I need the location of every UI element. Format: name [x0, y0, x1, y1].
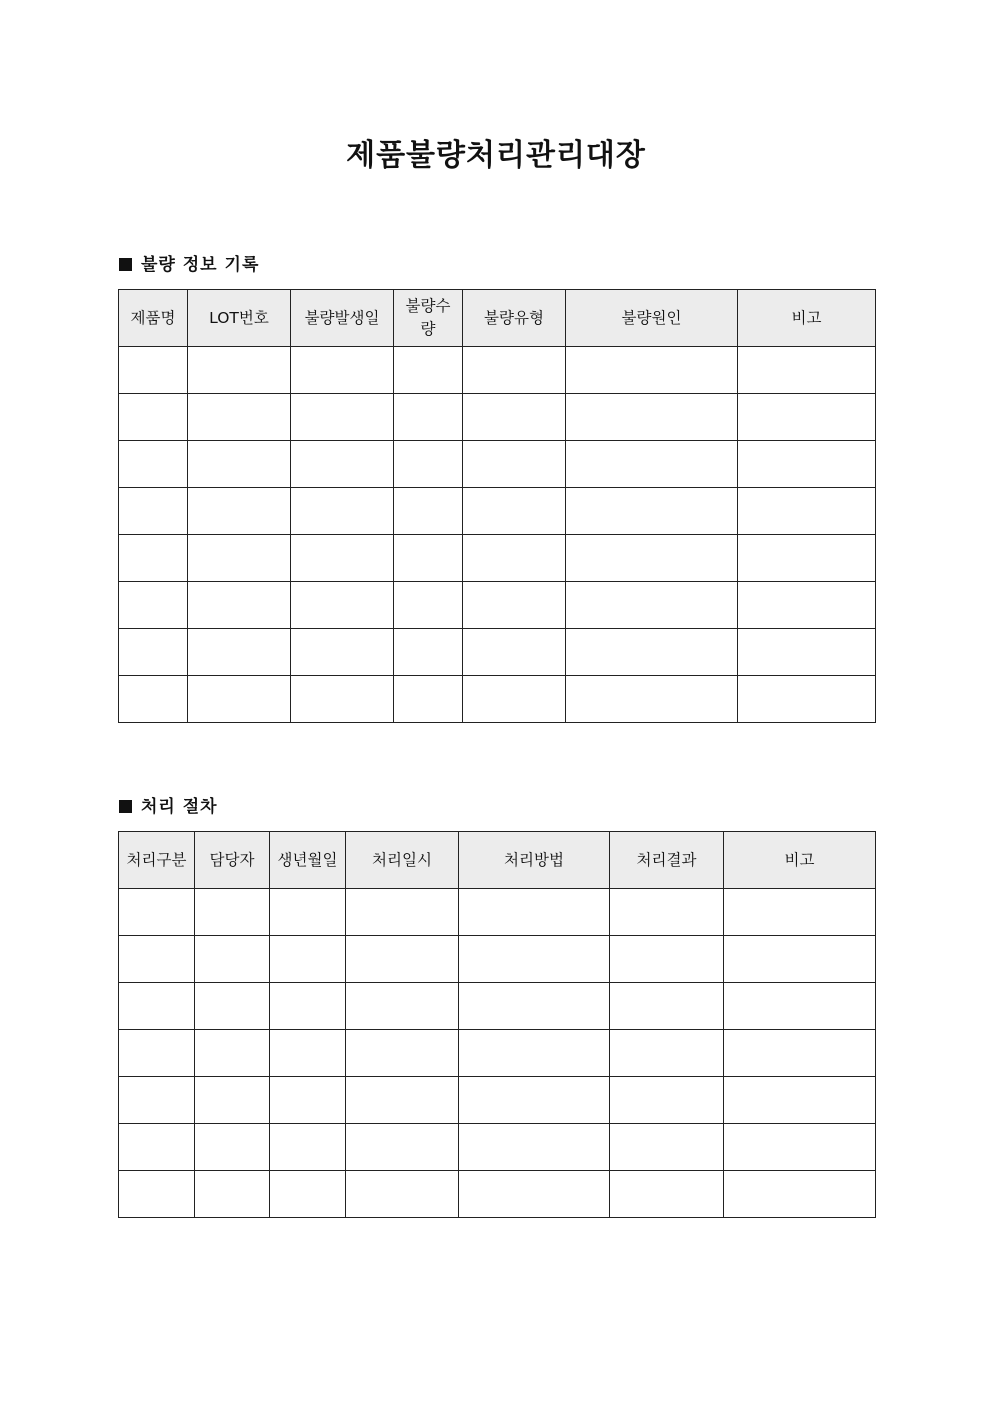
column-header-defect-cause: 불량원인: [566, 290, 738, 347]
table-row: [119, 1124, 876, 1171]
table-cell[interactable]: [119, 1171, 195, 1218]
table-cell[interactable]: [394, 394, 463, 441]
table-cell[interactable]: [291, 676, 394, 723]
table-cell[interactable]: [346, 1077, 459, 1124]
table-cell[interactable]: [291, 347, 394, 394]
table-cell[interactable]: [459, 983, 610, 1030]
process-procedure-table: [118, 831, 876, 1218]
process-section-heading-text: 처리 절차: [141, 797, 218, 817]
table-cell[interactable]: [394, 535, 463, 582]
column-header-defect-date: 불량발생일: [291, 290, 394, 347]
table-cell[interactable]: [610, 1124, 724, 1171]
table-cell[interactable]: [291, 582, 394, 629]
table-cell[interactable]: [119, 676, 188, 723]
table-row: [119, 889, 876, 936]
table-row: [119, 394, 876, 441]
table-cell[interactable]: [724, 1030, 876, 1077]
table-cell[interactable]: [566, 535, 738, 582]
table-cell[interactable]: [346, 1030, 459, 1077]
table-cell[interactable]: [346, 889, 459, 936]
table-cell[interactable]: [459, 1030, 610, 1077]
table-cell[interactable]: [346, 936, 459, 983]
table-cell[interactable]: [738, 488, 876, 535]
table-cell[interactable]: [119, 629, 188, 676]
table-cell[interactable]: [270, 936, 346, 983]
column-header-lot-number: LOT번호: [188, 290, 291, 347]
defect-table-body: [119, 347, 876, 723]
table-cell[interactable]: [724, 983, 876, 1030]
table-cell[interactable]: [724, 1171, 876, 1218]
table-cell[interactable]: [119, 488, 188, 535]
table-cell[interactable]: [459, 1077, 610, 1124]
table-cell[interactable]: [724, 1124, 876, 1171]
table-cell[interactable]: [738, 535, 876, 582]
column-header-birth-date: 생년월일: [270, 832, 346, 889]
table-cell[interactable]: [119, 1077, 195, 1124]
table-cell[interactable]: [119, 983, 195, 1030]
table-cell[interactable]: [291, 629, 394, 676]
table-cell[interactable]: [270, 983, 346, 1030]
table-row: [119, 676, 876, 723]
table-cell[interactable]: [738, 582, 876, 629]
table-row: [119, 441, 876, 488]
table-cell[interactable]: [119, 936, 195, 983]
table-cell[interactable]: [195, 889, 270, 936]
table-cell[interactable]: [188, 676, 291, 723]
table-cell[interactable]: [188, 582, 291, 629]
table-cell[interactable]: [738, 676, 876, 723]
process-section-heading: [119, 796, 218, 818]
table-cell[interactable]: [566, 582, 738, 629]
column-header-process-method: 처리방법: [459, 832, 610, 889]
table-cell[interactable]: [346, 1171, 459, 1218]
table-cell[interactable]: [724, 1077, 876, 1124]
table-cell[interactable]: [346, 1124, 459, 1171]
table-cell[interactable]: [195, 1171, 270, 1218]
table-cell[interactable]: [459, 889, 610, 936]
table-cell[interactable]: [195, 1030, 270, 1077]
table-cell[interactable]: [270, 1124, 346, 1171]
column-header-defect-type: 불량유형: [463, 290, 566, 347]
table-cell[interactable]: [463, 394, 566, 441]
column-header-process-result: 처리결과: [610, 832, 724, 889]
table-cell[interactable]: [270, 1030, 346, 1077]
table-cell[interactable]: [119, 582, 188, 629]
table-cell[interactable]: [394, 488, 463, 535]
table-cell[interactable]: [566, 676, 738, 723]
table-cell[interactable]: [459, 1124, 610, 1171]
column-header-remarks: 비고: [738, 290, 876, 347]
square-bullet-icon: [119, 258, 132, 271]
table-cell[interactable]: [188, 629, 291, 676]
defect-table-header-row: [119, 290, 876, 347]
table-cell[interactable]: [195, 1124, 270, 1171]
column-header-remarks: 비고: [724, 832, 876, 889]
table-cell[interactable]: [394, 582, 463, 629]
table-row: [119, 535, 876, 582]
table-cell[interactable]: [610, 983, 724, 1030]
table-cell[interactable]: [459, 1171, 610, 1218]
table-cell[interactable]: [291, 535, 394, 582]
table-cell[interactable]: [610, 1171, 724, 1218]
table-cell[interactable]: [738, 347, 876, 394]
square-bullet-icon: [119, 800, 132, 813]
table-row: [119, 347, 876, 394]
column-header-product-name: 제품명: [119, 290, 188, 347]
table-cell[interactable]: [270, 1077, 346, 1124]
table-cell[interactable]: [119, 394, 188, 441]
table-cell[interactable]: [394, 629, 463, 676]
table-row: [119, 983, 876, 1030]
table-cell[interactable]: [291, 441, 394, 488]
table-cell[interactable]: [463, 441, 566, 488]
table-cell[interactable]: [463, 676, 566, 723]
table-row: [119, 1171, 876, 1218]
table-cell[interactable]: [610, 1077, 724, 1124]
table-cell[interactable]: [463, 582, 566, 629]
table-row: [119, 488, 876, 535]
table-cell[interactable]: [610, 936, 724, 983]
column-header-defect-quantity: 불량수량: [394, 290, 463, 347]
table-cell[interactable]: [119, 889, 195, 936]
table-cell[interactable]: [188, 347, 291, 394]
table-row: [119, 629, 876, 676]
table-cell[interactable]: [738, 441, 876, 488]
table-cell[interactable]: [119, 441, 188, 488]
column-header-process-datetime: 처리일시: [346, 832, 459, 889]
table-cell[interactable]: [463, 347, 566, 394]
table-cell[interactable]: [119, 347, 188, 394]
table-cell[interactable]: [566, 394, 738, 441]
table-cell[interactable]: [394, 441, 463, 488]
table-cell[interactable]: [270, 889, 346, 936]
table-cell[interactable]: [463, 488, 566, 535]
table-cell[interactable]: [188, 488, 291, 535]
table-cell[interactable]: [463, 535, 566, 582]
table-cell[interactable]: [291, 394, 394, 441]
table-cell[interactable]: [394, 676, 463, 723]
table-cell[interactable]: [463, 629, 566, 676]
defect-info-table: [118, 289, 876, 723]
table-cell[interactable]: [459, 936, 610, 983]
table-cell[interactable]: [566, 441, 738, 488]
table-cell[interactable]: [738, 394, 876, 441]
table-row: [119, 936, 876, 983]
table-cell[interactable]: [188, 441, 291, 488]
table-cell[interactable]: [195, 1077, 270, 1124]
table-cell[interactable]: [119, 1124, 195, 1171]
table-cell[interactable]: [270, 1171, 346, 1218]
table-cell[interactable]: [738, 629, 876, 676]
table-row: [119, 582, 876, 629]
table-cell[interactable]: [119, 1030, 195, 1077]
table-cell[interactable]: [566, 488, 738, 535]
table-cell[interactable]: [188, 535, 291, 582]
table-cell[interactable]: [188, 394, 291, 441]
table-cell[interactable]: [566, 347, 738, 394]
table-cell[interactable]: [724, 889, 876, 936]
defect-section-heading: [119, 254, 259, 276]
process-table-header-row: [119, 832, 876, 889]
defect-section-heading-text: 불량 정보 기록: [141, 255, 260, 275]
table-row: [119, 1077, 876, 1124]
table-cell[interactable]: [610, 1030, 724, 1077]
process-table-body: [119, 889, 876, 1218]
table-cell[interactable]: [610, 889, 724, 936]
table-cell[interactable]: [346, 983, 459, 1030]
table-cell[interactable]: [566, 629, 738, 676]
table-cell[interactable]: [195, 936, 270, 983]
table-cell[interactable]: [291, 488, 394, 535]
column-header-person-in-charge: 담당자: [195, 832, 270, 889]
table-cell[interactable]: [195, 983, 270, 1030]
column-header-process-category: 처리구분: [119, 832, 195, 889]
table-row: [119, 1030, 876, 1077]
table-cell[interactable]: [394, 347, 463, 394]
table-cell[interactable]: [724, 936, 876, 983]
document-title: 제품불량처리관리대장: [346, 138, 646, 173]
table-cell[interactable]: [119, 535, 188, 582]
